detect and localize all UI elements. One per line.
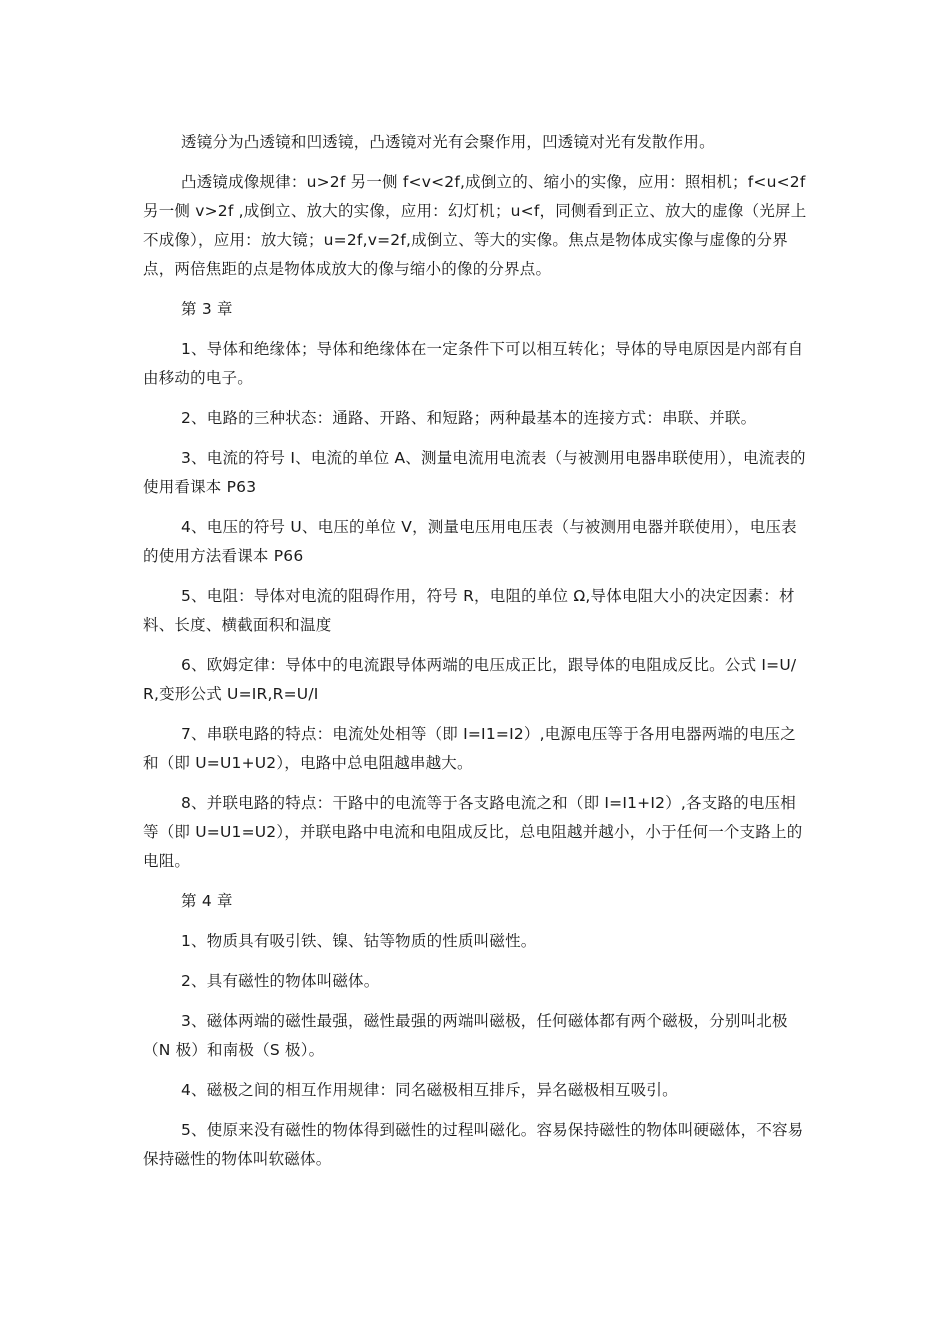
paragraph-conductors-insulators: 1、导体和绝缘体；导体和绝缘体在一定条件下可以相互转化；导体的导电原因是内部有自由移动的电子。 (143, 340, 804, 387)
paragraph-ohms-law: 6、欧姆定律：导体中的电流跟导体两端的电压成正比，跟导体的电阻成反比。公式 I=U/R,变形公式 U=IR,R=U/I (143, 656, 797, 703)
paragraph-circuit-states: 2、电路的三种状态：通路、开路、和短路；两种最基本的连接方式：串联、并联。 (181, 409, 757, 427)
paragraph-convex-lens-imaging: 凸透镜成像规律：u>2f 另一侧 f<v<2f,成倒立的、缩小的实像，应用：照相机；f<u<2f 另一侧 v>2f ,成倒立、放大的实像，应用：幻灯机；u<f，同侧看到正立、放大的虚像（光屏上不成像），应用：放大镜；u=2f,v=2f,成倒立、等大的实像。焦点是物体成实像与虚像的分界点，两倍焦距的点是物体成放大的像与缩小的像的分界点。 (143, 173, 807, 278)
paragraph-current: 3、电流的符号 I、电流的单位 A、测量电流用电流表（与被测用电器串联使用），电流表的使用看课本 P63 (143, 449, 806, 496)
paragraph-pole-interaction: 4、磁极之间的相互作用规律：同名磁极相互排斥，异名磁极相互吸引。 (181, 1081, 678, 1099)
paragraph-voltage: 4、电压的符号 U、电压的单位 V，测量电压用电压表（与被测用电器并联使用），电压表的使用方法看课本 P66 (143, 518, 797, 565)
paragraph-lens-types: 透镜分为凸透镜和凹透镜，凸透镜对光有会聚作用，凹透镜对光有发散作用。 (181, 133, 715, 151)
paragraph-resistance: 5、电阻：导体对电流的阻碍作用，符号 R，电阻的单位 Ω,导体电阻大小的决定因素：材料、长度、横截面积和温度 (143, 587, 795, 634)
document-body (143, 128, 808, 1185)
paragraph-magnetization: 5、使原来没有磁性的物体得到磁性的过程叫磁化。容易保持磁性的物体叫硬磁体，不容易保持磁性的物体叫软磁体。 (143, 1121, 804, 1168)
chapter-4-heading: 第 4 章 (181, 892, 233, 910)
chapter-3-heading: 第 3 章 (181, 300, 233, 318)
paragraph-magnet: 2、具有磁性的物体叫磁体。 (181, 972, 380, 990)
paragraph-magnetic-poles: 3、磁体两端的磁性最强，磁性最强的两端叫磁极，任何磁体都有两个磁极，分别叫北极（N 极）和南极（S 极）。 (143, 1012, 788, 1059)
paragraph-series-circuit: 7、串联电路的特点：电流处处相等（即 I=I1=I2）,电源电压等于各用电器两端的电压之和（即 U=U1+U2），电路中总电阻越串越大。 (143, 725, 796, 772)
paragraph-parallel-circuit: 8、并联电路的特点：干路中的电流等于各支路电流之和（即 I=I1+I2）,各支路的电压相等（即 U=U1=U2），并联电路中电流和电阻成反比，总电阻越并越小，小于任何一个支路上的电阻。 (143, 794, 803, 870)
paragraph-magnetism: 1、物质具有吸引铁、镍、钴等物质的性质叫磁性。 (181, 932, 537, 950)
